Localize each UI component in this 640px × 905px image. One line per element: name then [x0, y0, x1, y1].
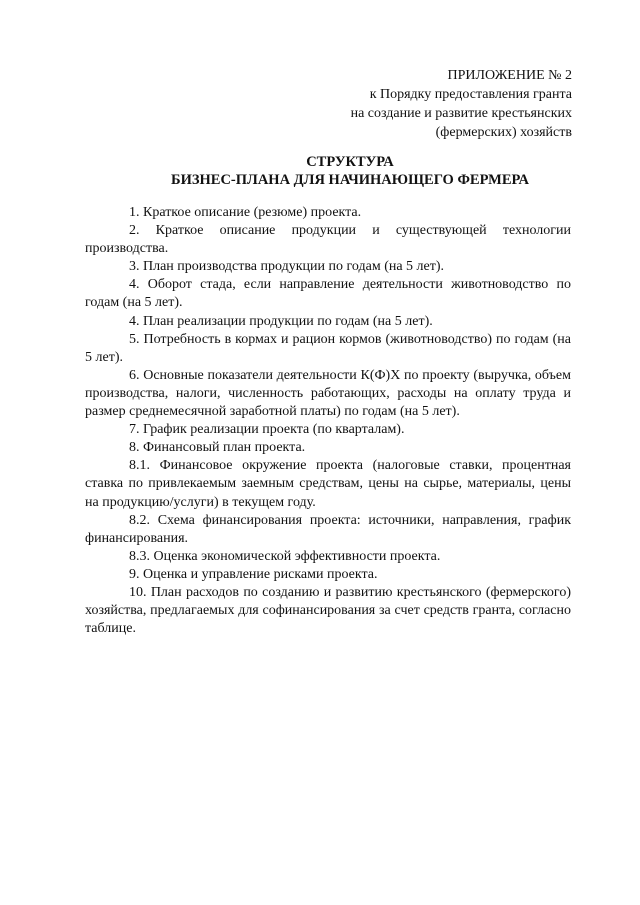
list-item: 8.3. Оценка экономической эффективности проекта.	[129, 548, 441, 564]
list-item: 5. Потребность в кормах и рацион кормов (животноводство) по годам (на 5 лет).	[85, 331, 571, 365]
list-item: 4. План реализации продукции по годам (на 5 лет).	[129, 313, 433, 329]
document-title: СТРУКТУРА	[306, 154, 394, 170]
list-item: 7. График реализации проекта (по кварталам).	[129, 422, 405, 438]
list-item: 4. Оборот стада, если направление деятельности животноводство по годам (на 5 лет).	[85, 277, 571, 311]
list-item: 6. Основные показатели деятельности К(Ф)Х по проекту (выручка, объем производства, налоги, численность работающих, расходы на оплату труда и размер среднемесячной заработной платы) по годам (на 5 лет).	[85, 367, 571, 420]
appendix-line-3: на создание и развитие крестьянских	[350, 106, 572, 121]
list-item: 9. Оценка и управление рисками проекта.	[129, 566, 378, 582]
list-item: 1. Краткое описание (резюме) проекта.	[129, 205, 362, 220]
list-item: 8.2. Схема финансирования проекта: источники, направления, график финансирования.	[85, 512, 571, 546]
list-item: 2. Краткое описание продукции и существующей технологии производства.	[85, 223, 571, 257]
list-item: 3. План производства продукции по годам (на 5 лет).	[129, 259, 445, 275]
appendix-number: ПРИЛОЖЕНИЕ № 2	[447, 68, 572, 83]
appendix-line-2: к Порядку предоставления гранта	[369, 87, 572, 102]
list-item: 8.1. Финансовое окружение проекта (налоговые ставки, процентная ставка по привлекаемым заемным средствам, цены на сырье, материалы, цены на продукцию/услуги) в текущем году.	[85, 458, 571, 510]
structure-list	[85, 204, 571, 638]
list-item: 10. План расходов по созданию и развитию крестьянского (фермерского) хозяйства, предлагаемых для софинансирования за счет средств гранта, согласно таблице.	[85, 584, 571, 637]
list-item: 8. Финансовый план проекта.	[129, 440, 306, 456]
appendix-line-4: (фермерских) хозяйств	[435, 125, 572, 140]
appendix-header	[351, 66, 572, 142]
document-subtitle: БИЗНЕС-ПЛАНА ДЛЯ НАЧИНАЮЩЕГО ФЕРМЕРА	[170, 172, 530, 188]
